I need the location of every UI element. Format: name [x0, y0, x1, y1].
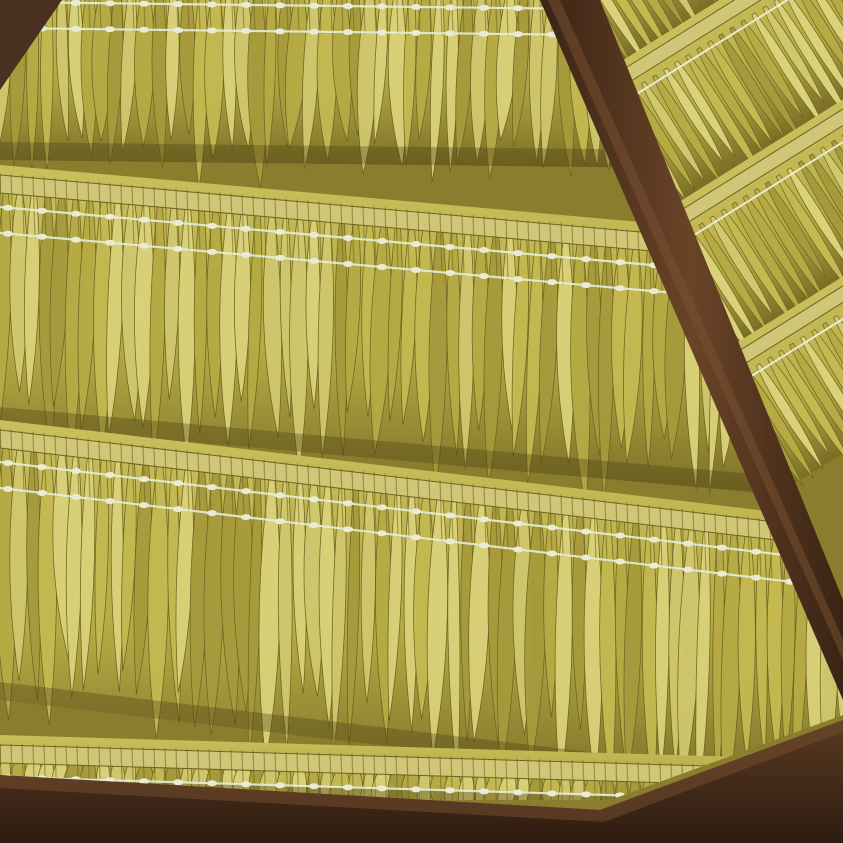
twine-knot — [241, 488, 251, 494]
twine-knot — [683, 541, 693, 547]
twine-knot — [411, 30, 421, 36]
twine-knot — [479, 247, 489, 253]
twine-knot — [649, 288, 659, 294]
twine-knot — [309, 3, 319, 9]
twine-knot — [377, 238, 387, 244]
twine-knot — [445, 30, 455, 36]
twine-knot — [37, 208, 47, 214]
twine-knot — [649, 563, 659, 569]
twine-knot — [581, 256, 591, 262]
twine-knot — [207, 510, 217, 516]
twine-knot — [105, 214, 115, 220]
twine-knot — [513, 520, 523, 526]
twine-knot — [343, 261, 353, 267]
twine-knot — [241, 2, 251, 8]
twine-knot — [241, 252, 251, 258]
twine-knot — [411, 534, 421, 540]
twine-knot — [377, 264, 387, 270]
twine-knot — [377, 504, 387, 510]
twine-knot — [105, 26, 115, 32]
twine-knot — [581, 791, 591, 797]
twine-knot — [207, 249, 217, 255]
twine-knot — [411, 4, 421, 10]
twine-knot — [275, 28, 285, 34]
twine-knot — [71, 26, 81, 32]
twine-knot — [207, 223, 217, 229]
twine-knot — [71, 468, 81, 474]
twine-knot — [649, 537, 659, 543]
twine-knot — [581, 282, 591, 288]
twine-knot — [241, 28, 251, 34]
twine-knot — [173, 1, 183, 7]
twine-knot — [479, 5, 489, 11]
twine-knot — [207, 2, 217, 8]
twine-knot — [105, 472, 115, 478]
twine-knot — [411, 241, 421, 247]
twine-knot — [309, 496, 319, 502]
twine-knot — [445, 538, 455, 544]
twine-knot — [343, 500, 353, 506]
twine-knot — [173, 480, 183, 486]
twine-knot — [71, 0, 81, 6]
twine-knot — [377, 30, 387, 36]
twine-knot — [445, 270, 455, 276]
twine-knot — [71, 237, 81, 243]
twine-knot — [479, 516, 489, 522]
twine-knot — [37, 234, 47, 240]
twine-knot — [139, 27, 149, 33]
twine-knot — [377, 530, 387, 536]
twine-knot — [309, 522, 319, 528]
twine-knot — [479, 542, 489, 548]
twine-knot — [513, 5, 523, 11]
twine-knot — [547, 253, 557, 259]
twine-knot — [309, 232, 319, 238]
twine-knot — [615, 533, 625, 539]
twine-knot — [309, 258, 319, 264]
twine-knot — [513, 31, 523, 37]
twine-knot — [751, 549, 761, 555]
twine-knot — [275, 782, 285, 788]
twine-knot — [105, 240, 115, 246]
twine-knot — [411, 508, 421, 514]
twine-knot — [513, 250, 523, 256]
twine-knot — [513, 276, 523, 282]
twine-knot — [547, 550, 557, 556]
twine-knot — [717, 571, 727, 577]
twine-knot — [241, 226, 251, 232]
twine-knot — [479, 273, 489, 279]
twine-knot — [173, 27, 183, 33]
twine-knot — [615, 259, 625, 265]
twine-knot — [139, 243, 149, 249]
twine-knot — [275, 2, 285, 8]
twine-knot — [445, 787, 455, 793]
twine-knot — [207, 484, 217, 490]
twine-knot — [411, 786, 421, 792]
twine-knot — [139, 1, 149, 7]
twine-knot — [275, 229, 285, 235]
twine-knot — [173, 246, 183, 252]
twine-knot — [275, 492, 285, 498]
twine-knot — [275, 518, 285, 524]
twine-knot — [105, 0, 115, 6]
twine-knot — [445, 512, 455, 518]
twine-knot — [173, 506, 183, 512]
twine-knot — [377, 4, 387, 10]
twine-knot — [547, 524, 557, 530]
twine-knot — [377, 785, 387, 791]
twine-knot — [3, 231, 13, 237]
twine-knot — [139, 217, 149, 223]
twine-knot — [615, 285, 625, 291]
twine-knot — [71, 494, 81, 500]
twine-knot — [479, 788, 489, 794]
twine-knot — [479, 31, 489, 37]
twine-knot — [411, 267, 421, 273]
twine-knot — [207, 780, 217, 786]
twine-knot — [445, 244, 455, 250]
twine-knot — [37, 464, 47, 470]
twine-knot — [717, 545, 727, 551]
twine-knot — [581, 529, 591, 535]
twine-knot — [343, 3, 353, 9]
twine-knot — [3, 460, 13, 466]
twine-knot — [343, 784, 353, 790]
twine-knot — [37, 490, 47, 496]
twine-knot — [105, 498, 115, 504]
twine-knot — [139, 476, 149, 482]
twine-knot — [581, 555, 591, 561]
twine-knot — [343, 29, 353, 35]
twine-knot — [139, 502, 149, 508]
twine-knot — [343, 235, 353, 241]
twine-knot — [513, 789, 523, 795]
twine-knot — [445, 4, 455, 10]
twine-knot — [343, 526, 353, 532]
twine-knot — [309, 783, 319, 789]
twine-knot — [173, 220, 183, 226]
twine-knot — [241, 514, 251, 520]
twine-knot — [3, 486, 13, 492]
twine-knot — [241, 781, 251, 787]
twine-knot — [547, 279, 557, 285]
twine-knot — [275, 255, 285, 261]
twine-knot — [207, 28, 217, 34]
twine-knot — [547, 790, 557, 796]
twine-knot — [513, 546, 523, 552]
twine-knot — [751, 575, 761, 581]
twine-knot — [3, 205, 13, 211]
twine-knot — [71, 211, 81, 217]
twine-knot — [173, 779, 183, 785]
twine-knot — [683, 567, 693, 573]
twine-knot — [309, 29, 319, 35]
twine-knot — [615, 559, 625, 565]
